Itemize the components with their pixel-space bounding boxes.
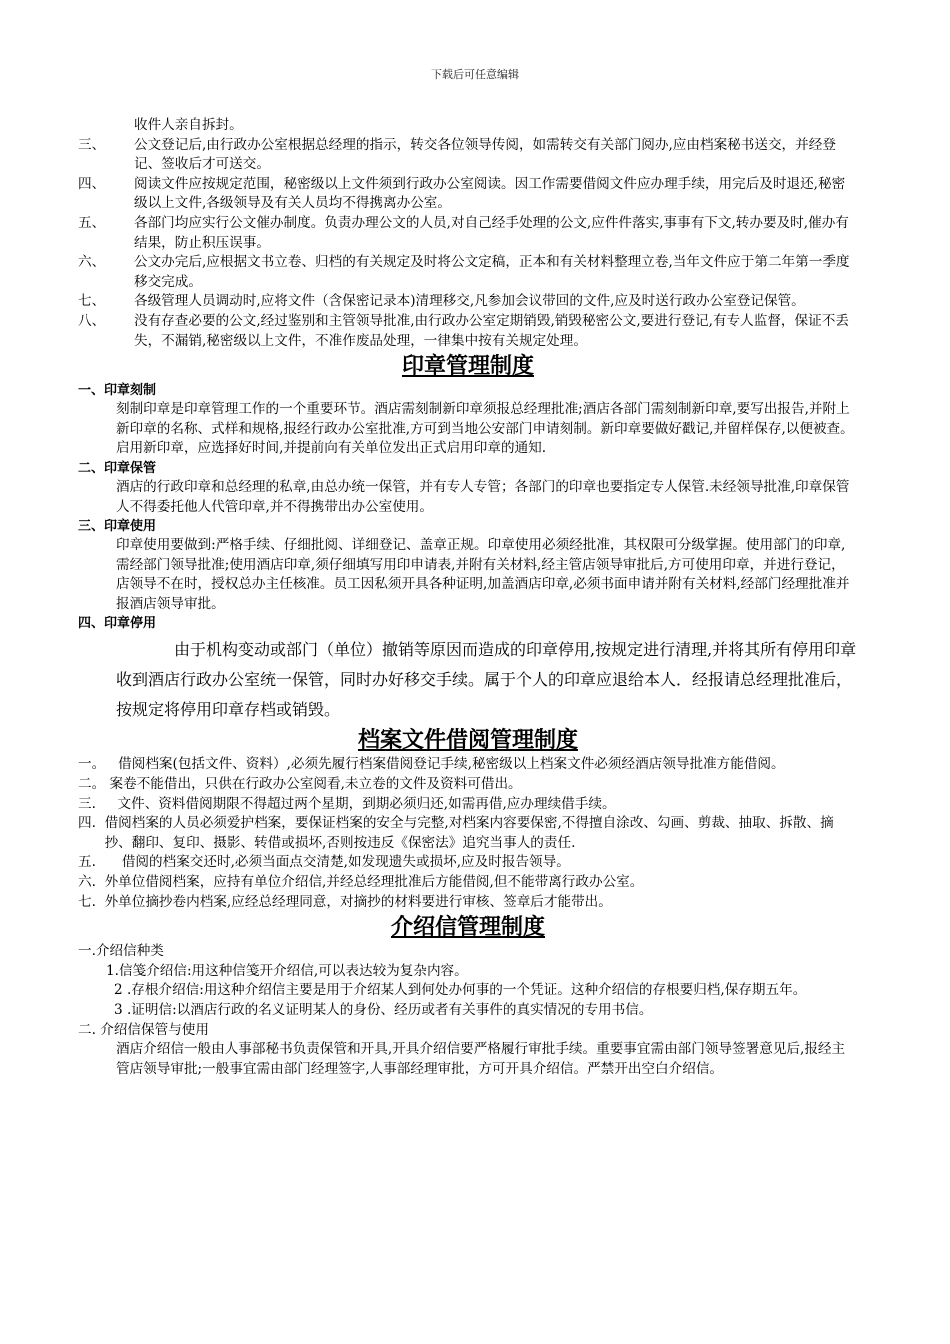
list-item [78, 893, 858, 913]
document-body [78, 116, 858, 1079]
item-number: 六. [78, 874, 105, 891]
intro-letter-section [78, 942, 858, 1079]
page-header-note: 下载后可任意编辑 [431, 68, 519, 81]
item-number: 四、 [78, 175, 106, 192]
list-item [78, 214, 858, 253]
seal-section [78, 381, 858, 725]
item-text: 文件、资料借阅期限不得超过两个星期，到期必须归还,如需再借,应办理续借手续。 [117, 795, 616, 812]
list-item [78, 795, 858, 815]
item-text: 借阅档案的人员必须爱护档案，要保证档案的安全与完整,对档案内容要保密,不得擅自涂改、勾画、剪裁、抽取、拆散、摘抄、翻印、复印、摄影、转借或损坏,否则按违反《保密法》追究当事人的责任. [104, 815, 834, 851]
archive-policy-title: 档案文件借阅管理制度 [357, 728, 578, 754]
item-text: 用这种介绍信主要是用于介绍某人到何处办何事的一个凭证。这种介绍信的存根要归档,保存期五年。 [203, 982, 807, 999]
section-paragraph: 印章使用要做到:严格手续、仔细批阅、详细登记、盖章正规。印章使用必须经批准，其权限可分级掌握。使用部门的印章,需经部门领导批准;使用酒店印章,须仔细填写用印申请表,并附有关材料,经主管店领导审批后,方可使用印章，并进行登记，店领导不在时，授权总办主任核准。员工因私须开具各种证明,加盖酒店印章,必须书面申请并附有关材料,经部门经理批准并报酒店领导审批。 [116, 537, 850, 612]
item-number: 一。 [78, 756, 119, 773]
list-item [78, 253, 858, 292]
item-text: 阅读文件应按规定范围，秘密级以上文件须到行政办公室阅读。因工作需要借阅文件应办理手续，用完后及时退还,秘密级以上文件,各级领导及有关人员均不得携离办公室。 [134, 175, 846, 212]
list-item [78, 312, 858, 351]
section-heading: 一.介绍信种类 [78, 943, 164, 960]
item-number: 三. [78, 795, 118, 812]
list-item [78, 175, 858, 214]
official-document-rules [78, 136, 858, 352]
item-label: 3 .证明信: [114, 1002, 177, 1018]
section-heading: 三、印章使用 [78, 519, 157, 535]
item-text: 各部门均应实行公文催办制度。负责办理公文的人员,对自己经手处理的公文,应件件落实,事事有下文,转办要及时,催办有结果，防止积压误事。 [134, 214, 849, 251]
list-item [78, 755, 858, 775]
list-item [78, 775, 858, 795]
list-item [78, 873, 858, 893]
list-item [78, 136, 858, 175]
item-text: 外单位借阅档案，应持有单位介绍信,并经总经理批准后方能借阅,但不能带离行政办公室。 [104, 874, 644, 891]
item-text: 用这种信笺开介绍信,可以表达较为复杂内容。 [191, 962, 468, 979]
item-number: 七. [78, 893, 105, 910]
section-heading: 二. 介绍信保管与使用 [78, 1021, 209, 1038]
section-heading: 二、印章保管 [78, 460, 157, 476]
continuation-text: 收件人亲自拆封。 [134, 117, 243, 133]
section-paragraph: 酒店的行政印章和总经理的私章,由总办统一保管，并有专人专管；各部门的印章也要指定专人保管.未经领导批准,印章保管人不得委托他人代管印章,并不得携带出办公室使用。 [116, 478, 850, 515]
list-item [78, 853, 858, 873]
item-number: 五、 [78, 214, 106, 231]
section-paragraph: 刻制印章是印章管理工作的一个重要环节。酒店需刻制新印章须报总经理批准;酒店各部门需刻制新印章,要写出报告,并附上新印章的名称、式样和规格,报经行政办公室批准,方可到当地公安部门申请刻制。新印章要做好戳记,并留样保存,以便被查。启用新印章，应选择好时间,并提前向有关单位发出正式启用印章的通知. [116, 401, 854, 457]
list-item [78, 1001, 858, 1021]
item-text: 借阅档案(包括文件、资料）,必须先履行档案借阅登记手续,秘密级以上档案文件必须经酒店领导批准方能借阅。 [118, 756, 785, 773]
item-label: 1.信笺介绍信: [106, 962, 192, 979]
item-text: 外单位摘抄卷内档案,应经总经理同意，对摘抄的材料要进行审核、签章后才能带出。 [104, 893, 612, 910]
item-number: 七、 [78, 293, 106, 310]
section-paragraph: 酒店介绍信一般由人事部秘书负责保管和开具,开具介绍信要严格履行审批手续。重要事宜需由部门领导签署意见后,报经主管店领导审批;一般事宜需由部门经理签字,人事部经理审批，方可开具介绍信。严禁开出空白介绍信。 [116, 1041, 846, 1077]
section-paragraph [78, 635, 858, 725]
item-text: 借阅的档案交还时,必须当面点交清楚,如发现遗失或损坏,应及时报告领导。 [121, 854, 570, 871]
seal-policy-title: 印章管理制度 [401, 354, 534, 380]
list-item [78, 292, 858, 312]
item-text: 公文办完后,应根据文书立卷、归档的有关规定及时将公文定稿，正本和有关材料整理立卷,当年文件应于第二年第一季度移交完成。 [134, 254, 850, 290]
item-text: 案卷不能借出，只供在行政办公室阅看,未立卷的文件及资料可借出。 [109, 776, 522, 793]
section-heading: 四、印章停用 [78, 616, 157, 632]
item-text: 公文登记后,由行政办公室根据总经理的指示，转交各位领导传阅，如需转交有关部门阅办,应由档案秘书送交，并经登记、签收后才可送交。 [134, 136, 836, 173]
list-item [78, 981, 858, 1001]
item-number: 三、 [78, 136, 106, 153]
item-number: 五. [78, 854, 122, 871]
item-text: 没有存查必要的公文,经过鉴别和主管领导批准,由行政办公室定期销毁,销毁秘密公文,要进行登记,有专人监督，保证不丢失，不漏销,秘密级以上文件，不准作废品处理，一律集中按有关规定处理。 [134, 312, 849, 349]
item-number: 八、 [78, 312, 106, 329]
item-label: 2 .存根介绍信: [114, 982, 204, 999]
item-number: 二。 [78, 776, 110, 793]
item-number: 六、 [78, 254, 106, 271]
intro-letter-policy-title: 介绍信管理制度 [390, 915, 545, 941]
item-text: 各级管理人员调动时,应将文件（含保密记录本)清理移交,凡参加会议带回的文件,应及时送行政办公室登记保管。 [134, 293, 805, 310]
section-heading: 一、印章刻制 [78, 383, 157, 399]
archive-section [78, 755, 858, 912]
item-text: 以酒店行政的名义证明某人的身份、经历或者有关事件的真实情况的专用书信。 [176, 1002, 653, 1018]
section-paragraph-text: 由于机构变动或部门（单位）撤销等原因而造成的印章停用,按规定进行清理,并将其所有停用印章收到酒店行政办公室统一保管，同时办好移交手续。属于个人的印章应退给本人．经报请总经理批准后，按规定将停用印章存档或销毁。 [116, 640, 857, 720]
list-item [78, 962, 858, 982]
list-item [78, 814, 858, 853]
item-number: 四. [78, 815, 105, 832]
